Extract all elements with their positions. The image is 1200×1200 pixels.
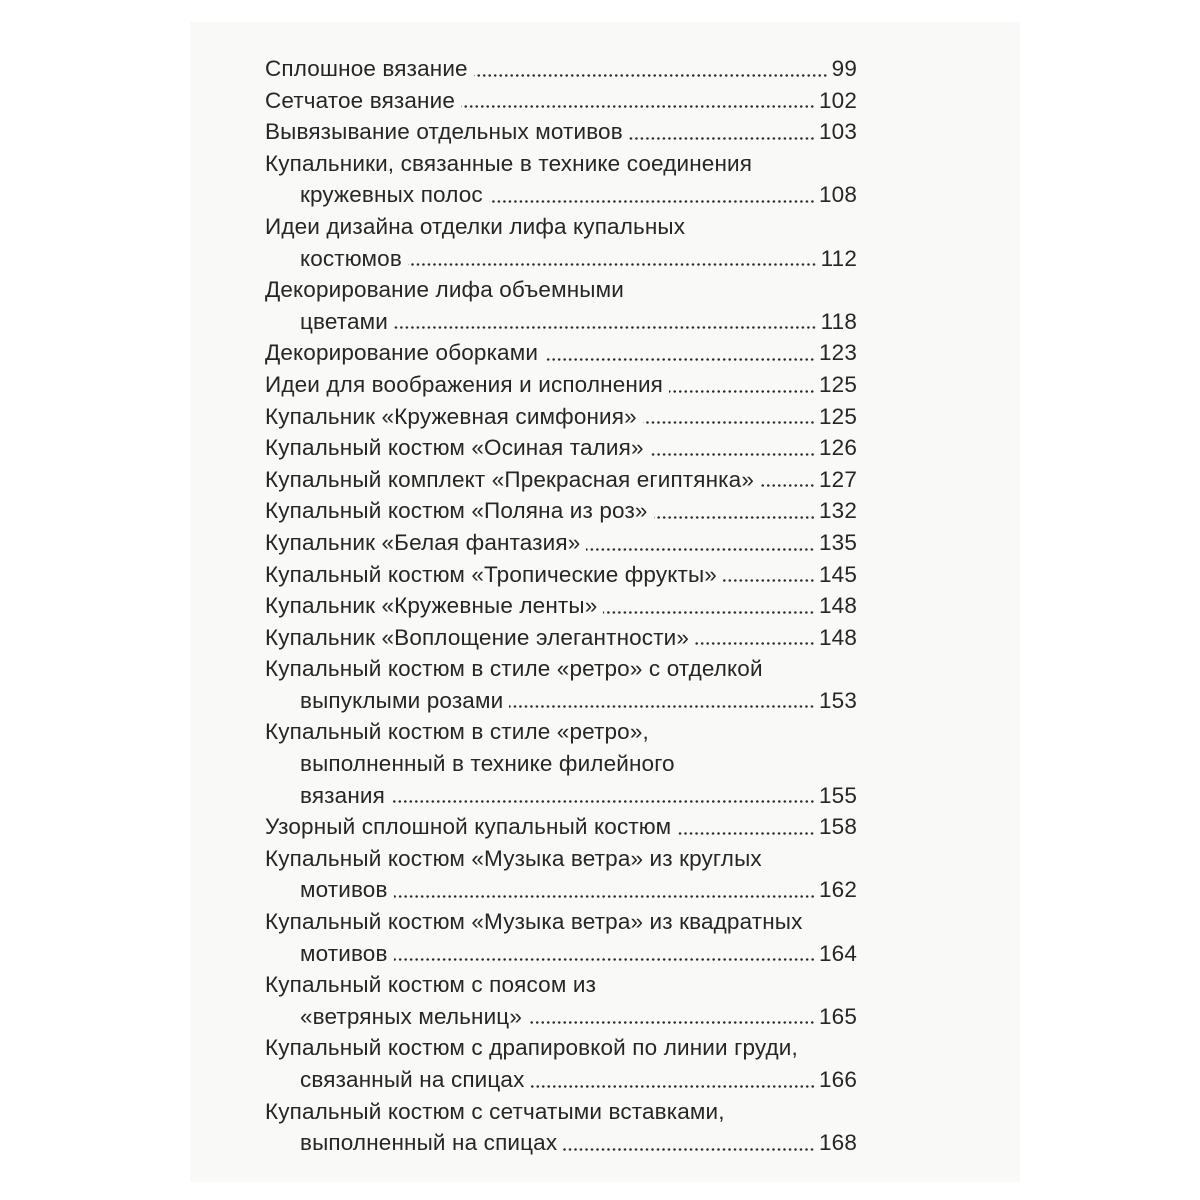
toc-entry xyxy=(265,969,857,1032)
dot-leader xyxy=(669,390,815,393)
toc-entry-title: Купальный костюм «Тропические фрукты» xyxy=(265,561,717,587)
toc-page-number: 168 xyxy=(819,1130,857,1156)
toc-entry xyxy=(265,369,857,401)
toc-entry-title: Купальный костюм с сетчатыми вставками, xyxy=(265,1098,725,1124)
dot-leader xyxy=(586,548,815,551)
toc-entry xyxy=(265,1096,857,1159)
toc-entry-line xyxy=(265,464,857,496)
toc-page-number: 132 xyxy=(819,498,857,524)
dot-leader xyxy=(531,1085,816,1088)
dot-leader xyxy=(391,800,815,803)
toc-entry-line xyxy=(265,716,857,748)
toc-entry-title: Сплошное вязание xyxy=(265,56,468,81)
toc-entry xyxy=(265,716,857,811)
toc-entry-line xyxy=(265,337,857,369)
toc-page-number: 125 xyxy=(819,371,857,397)
toc-page-number: 123 xyxy=(819,340,857,366)
toc-page-number: 135 xyxy=(819,529,857,555)
toc-entry-title: Купальник «Белая фантазия» xyxy=(265,529,581,555)
dot-leader xyxy=(629,137,815,140)
toc-entry-line xyxy=(265,211,857,243)
toc-entry-line xyxy=(265,401,857,433)
toc-page-number: 148 xyxy=(819,593,857,619)
toc-entry xyxy=(265,811,857,843)
toc-entry-title: выполненный на спицах xyxy=(300,1130,558,1156)
toc-entry-line xyxy=(265,590,857,622)
toc-page-number: 102 xyxy=(819,87,857,113)
dot-leader xyxy=(643,421,815,424)
toc-entry-title: Вывязывание отдельных мотивов xyxy=(265,119,623,145)
toc-entry-line xyxy=(265,369,857,401)
dot-leader xyxy=(544,358,815,361)
toc-page-number: 153 xyxy=(819,687,857,713)
toc-entry-title: Декорирование оборками xyxy=(265,340,539,366)
toc-entry-title: Купальный костюм в стиле «ретро» с отделкой xyxy=(265,656,763,682)
toc-entry-title: Купальный костюм в стиле «ретро», xyxy=(265,719,649,745)
toc-entry-line xyxy=(265,1032,857,1064)
toc-entry xyxy=(265,116,857,148)
toc-entry-title: вязания xyxy=(300,782,385,808)
toc-entry xyxy=(265,906,857,969)
toc-entry xyxy=(265,653,857,716)
toc-entry-line xyxy=(265,53,857,85)
dot-leader xyxy=(695,642,815,645)
dot-leader xyxy=(394,895,815,898)
toc-entry-title: Купальник «Кружевные ленты» xyxy=(265,593,598,619)
toc-entry xyxy=(265,622,857,654)
toc-entry xyxy=(265,274,857,337)
toc-entry-line xyxy=(265,622,857,654)
toc-page-number: 112 xyxy=(820,245,857,271)
toc-entry-title: выполненный в технике филейного xyxy=(300,751,675,777)
dot-leader xyxy=(603,611,815,614)
toc-entry-title: Купальник «Кружевная симфония» xyxy=(265,403,637,429)
toc-entry-title: Декорирование лифа объемными xyxy=(265,277,624,303)
toc-entry-line xyxy=(265,559,857,591)
dot-leader xyxy=(677,832,815,835)
toc-entry-line xyxy=(265,243,857,275)
dot-leader xyxy=(408,263,817,266)
toc-entry-line xyxy=(265,306,857,338)
toc-entry-title: костюмов xyxy=(300,245,402,271)
toc-entry-line xyxy=(265,495,857,527)
toc-entry-line xyxy=(265,811,857,843)
toc-entry xyxy=(265,401,857,433)
toc-page-number: 148 xyxy=(819,624,857,650)
toc-page-number: 165 xyxy=(819,1003,857,1029)
toc-entry-line xyxy=(265,432,857,464)
toc-entry-title: Купальный костюм с поясом из xyxy=(265,972,597,998)
toc-entry-title: кружевных полос xyxy=(300,182,483,208)
toc-entry xyxy=(265,495,857,527)
toc-entry-line xyxy=(265,1127,857,1159)
toc-entry xyxy=(265,1032,857,1095)
toc-page-number: 162 xyxy=(819,877,857,903)
toc-entry-line xyxy=(265,748,857,780)
toc-page-number: 108 xyxy=(819,182,857,208)
toc-entry-line xyxy=(265,843,857,875)
toc-entry-line xyxy=(265,1064,857,1096)
toc-entry xyxy=(265,85,857,117)
toc-entry-title: Купальник «Воплощение элегантности» xyxy=(265,624,690,650)
toc-entry-line xyxy=(265,1001,857,1033)
toc-entry-title: Купальный костюм «Музыка ветра» из квадратных xyxy=(265,909,803,935)
toc-entry-title: Узорный сплошной купальный костюм xyxy=(265,814,672,840)
dot-leader xyxy=(760,484,815,487)
toc-entry-title: Сетчатое вязание xyxy=(265,87,456,113)
toc-entry xyxy=(265,559,857,591)
dot-leader xyxy=(563,1148,815,1151)
toc-entry xyxy=(265,464,857,496)
toc-entry xyxy=(265,843,857,906)
toc-entry-line xyxy=(265,116,857,148)
dot-leader xyxy=(723,579,815,582)
dot-leader xyxy=(461,105,815,108)
toc-entry-line xyxy=(265,780,857,812)
toc-page-number: 164 xyxy=(819,940,857,966)
toc-entry-line xyxy=(265,906,857,938)
toc-entry-title: Купальники, связанные в технике соединения xyxy=(265,150,753,176)
dot-leader xyxy=(394,326,817,329)
toc-entry xyxy=(265,53,857,85)
toc-entry-title: «ветряных мельниц» xyxy=(300,1003,523,1029)
table-of-contents xyxy=(265,53,857,1159)
toc-page-number: 103 xyxy=(819,119,857,145)
toc-entry xyxy=(265,590,857,622)
toc-entry xyxy=(265,211,857,274)
toc-page-number: 126 xyxy=(819,435,857,461)
toc-entry-line xyxy=(265,85,857,117)
toc-entry xyxy=(265,148,857,211)
toc-entry-line xyxy=(265,179,857,211)
toc-entry xyxy=(265,527,857,559)
dot-leader xyxy=(474,74,828,77)
toc-page-number: 158 xyxy=(819,814,857,840)
toc-entry-title: мотивов xyxy=(300,940,388,966)
toc-entry-line xyxy=(265,1096,857,1128)
toc-entry-title: связанный на спицах xyxy=(300,1067,525,1092)
toc-entry-line xyxy=(265,969,857,1001)
toc-entry-line xyxy=(265,938,857,970)
toc-entry xyxy=(265,432,857,464)
toc-entry-line xyxy=(265,274,857,306)
dot-leader xyxy=(394,958,815,961)
toc-page-number: 99 xyxy=(831,56,857,81)
toc-page-number: 125 xyxy=(819,403,857,429)
toc-entry-title: Купальный костюм «Поляна из роз» xyxy=(265,498,648,524)
toc-page-number: 118 xyxy=(820,308,857,334)
toc-entry-line xyxy=(265,148,857,180)
toc-page-number: 155 xyxy=(819,782,857,808)
toc-entry-line xyxy=(265,874,857,906)
toc-entry-title: цветами xyxy=(300,308,389,334)
toc-entry-title: Идеи для воображения и исполнения xyxy=(265,371,663,397)
toc-entry-title: мотивов xyxy=(300,877,388,903)
dot-leader xyxy=(509,705,815,708)
dot-leader xyxy=(528,1021,815,1024)
toc-page-number: 145 xyxy=(819,561,857,587)
toc-entry-line xyxy=(265,527,857,559)
toc-entry xyxy=(265,337,857,369)
toc-entry-title: Идеи дизайна отделки лифа купальных xyxy=(265,213,686,239)
toc-entry-title: Купальный костюм с драпировкой по линии груди, xyxy=(265,1035,798,1061)
toc-entry-line xyxy=(265,685,857,717)
toc-entry-title: Купальный костюм «Осиная талия» xyxy=(265,435,644,461)
toc-page-number: 166 xyxy=(819,1067,857,1092)
toc-entry-title: Купальный костюм «Музыка ветра» из круглых xyxy=(265,845,762,871)
dot-leader xyxy=(654,516,815,519)
dot-leader xyxy=(489,200,815,203)
dot-leader xyxy=(650,453,815,456)
toc-page-number: 127 xyxy=(819,466,857,492)
toc-entry-title: выпуклыми розами xyxy=(300,687,504,713)
toc-entry-line xyxy=(265,653,857,685)
toc-entry-title: Купальный комплект «Прекрасная египтянка» xyxy=(265,466,754,492)
